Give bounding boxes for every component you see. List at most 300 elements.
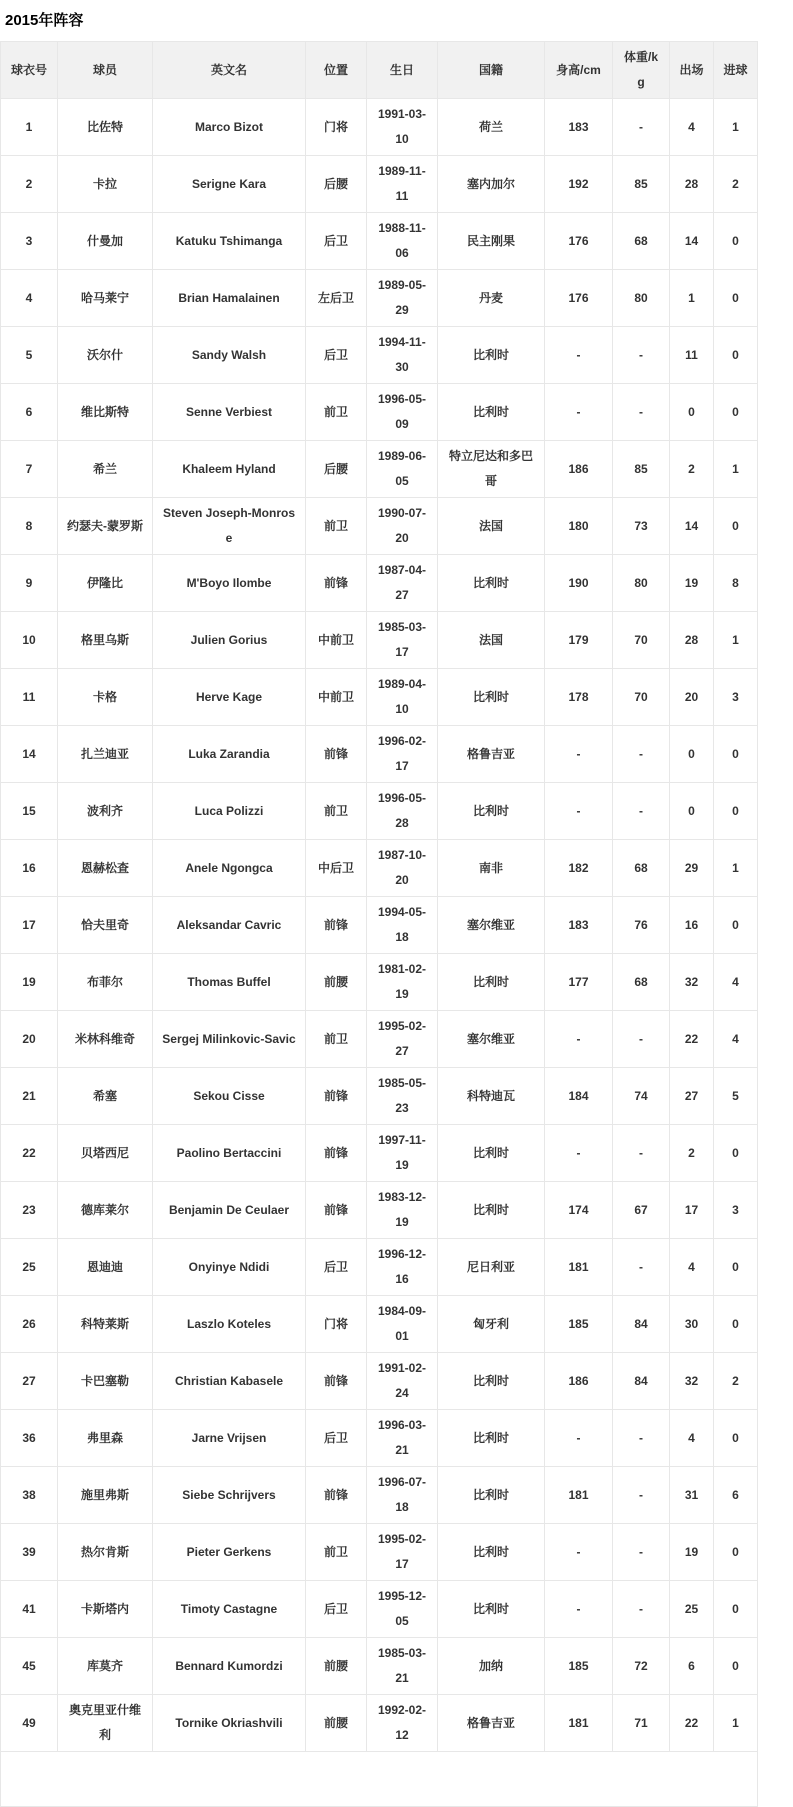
cell-nationality: 比利时 — [438, 1524, 545, 1581]
cell-birthday: 1987-04-27 — [367, 555, 438, 612]
cell-birthday: 1996-12-16 — [367, 1239, 438, 1296]
cell-appearances: 20 — [670, 669, 714, 726]
cell-height: 183 — [545, 99, 613, 156]
cell-jersey: 49 — [1, 1695, 58, 1752]
cell-nationality: 比利时 — [438, 1353, 545, 1410]
cell-player: 米林科维奇 — [58, 1011, 153, 1068]
header-height: 身高/cm — [545, 42, 613, 99]
cell-nationality: 特立尼达和多巴哥 — [438, 441, 545, 498]
cell-player: 希兰 — [58, 441, 153, 498]
table-row — [1, 1410, 758, 1467]
header-weight: 体重/kg — [613, 42, 670, 99]
cell-position: 后腰 — [306, 441, 367, 498]
header-nationality: 国籍 — [438, 42, 545, 99]
header-goals: 进球 — [714, 42, 758, 99]
cell-height: 178 — [545, 669, 613, 726]
cell-birthday: 1984-09-01 — [367, 1296, 438, 1353]
cell-position: 前卫 — [306, 384, 367, 441]
cell-birthday: 1990-07-20 — [367, 498, 438, 555]
cell-height: 185 — [545, 1638, 613, 1695]
cell-player: 恰夫里奇 — [58, 897, 153, 954]
cell-birthday: 1995-02-27 — [367, 1011, 438, 1068]
cell-player: 库莫齐 — [58, 1638, 153, 1695]
cell-position: 前卫 — [306, 1011, 367, 1068]
cell-jersey: 26 — [1, 1296, 58, 1353]
cell-nationality: 民主刚果 — [438, 213, 545, 270]
cell-height: 181 — [545, 1695, 613, 1752]
cell-goals: 0 — [714, 1296, 758, 1353]
cell-appearances: 2 — [670, 441, 714, 498]
header-name-en: 英文名 — [153, 42, 306, 99]
cell-jersey: 36 — [1, 1410, 58, 1467]
cell-weight: 68 — [613, 213, 670, 270]
cell-goals: 4 — [714, 954, 758, 1011]
cell-jersey: 20 — [1, 1011, 58, 1068]
cell-height: - — [545, 1125, 613, 1182]
cell-height: 182 — [545, 840, 613, 897]
cell-jersey: 19 — [1, 954, 58, 1011]
cell-jersey: 6 — [1, 384, 58, 441]
cell-birthday: 1983-12-19 — [367, 1182, 438, 1239]
cell-birthday: 1995-12-05 — [367, 1581, 438, 1638]
table-row — [1, 1695, 758, 1752]
cell-name-en: Jarne Vrijsen — [153, 1410, 306, 1467]
cell-appearances: 25 — [670, 1581, 714, 1638]
cell-appearances: 22 — [670, 1011, 714, 1068]
cell-goals: 2 — [714, 1353, 758, 1410]
cell-appearances: 4 — [670, 1239, 714, 1296]
cell-player: 比佐特 — [58, 99, 153, 156]
cell-name-en: Senne Verbiest — [153, 384, 306, 441]
cell-position: 前锋 — [306, 1068, 367, 1125]
cell-height: - — [545, 783, 613, 840]
table-row — [1, 954, 758, 1011]
header-position: 位置 — [306, 42, 367, 99]
cell-goals: 0 — [714, 213, 758, 270]
cell-weight: - — [613, 1011, 670, 1068]
table-row — [1, 555, 758, 612]
cell-birthday: 1996-05-28 — [367, 783, 438, 840]
cell-jersey: 7 — [1, 441, 58, 498]
cell-goals: 6 — [714, 1467, 758, 1524]
table-row — [1, 498, 758, 555]
cell-nationality: 比利时 — [438, 1467, 545, 1524]
cell-nationality: 格鲁吉亚 — [438, 726, 545, 783]
cell-player: 热尔肯斯 — [58, 1524, 153, 1581]
cell-player: 沃尔什 — [58, 327, 153, 384]
cell-goals: 8 — [714, 555, 758, 612]
cell-nationality: 塞内加尔 — [438, 156, 545, 213]
cell-goals: 0 — [714, 1410, 758, 1467]
cell-goals: 0 — [714, 897, 758, 954]
cell-appearances: 19 — [670, 555, 714, 612]
cell-birthday: 1985-05-23 — [367, 1068, 438, 1125]
cell-nationality: 法国 — [438, 498, 545, 555]
cell-player: 约瑟夫-蒙罗斯 — [58, 498, 153, 555]
cell-weight: 84 — [613, 1296, 670, 1353]
cell-player: 施里弗斯 — [58, 1467, 153, 1524]
header-appearances: 出场 — [670, 42, 714, 99]
table-row — [1, 1638, 758, 1695]
cell-appearances: 16 — [670, 897, 714, 954]
cell-appearances: 29 — [670, 840, 714, 897]
cell-appearances: 27 — [670, 1068, 714, 1125]
table-header — [1, 42, 758, 99]
cell-name-en: Tornike Okriashvili — [153, 1695, 306, 1752]
cell-birthday: 1989-06-05 — [367, 441, 438, 498]
cell-name-en: Laszlo Koteles — [153, 1296, 306, 1353]
cell-jersey: 2 — [1, 156, 58, 213]
cell-birthday: 1989-11-11 — [367, 156, 438, 213]
cell-appearances: 30 — [670, 1296, 714, 1353]
cell-height: 179 — [545, 612, 613, 669]
cell-goals: 1 — [714, 99, 758, 156]
table-row — [1, 1239, 758, 1296]
cell-player: 维比斯特 — [58, 384, 153, 441]
cell-birthday: 1992-02-12 — [367, 1695, 438, 1752]
cell-weight: 70 — [613, 669, 670, 726]
cell-name-en: Benjamin De Ceulaer — [153, 1182, 306, 1239]
cell-weight: - — [613, 99, 670, 156]
cell-nationality: 塞尔维亚 — [438, 897, 545, 954]
cell-nationality: 比利时 — [438, 327, 545, 384]
cell-position: 前锋 — [306, 1467, 367, 1524]
cell-weight: 67 — [613, 1182, 670, 1239]
cell-height: 176 — [545, 270, 613, 327]
cell-appearances: 17 — [670, 1182, 714, 1239]
cell-nationality: 丹麦 — [438, 270, 545, 327]
cell-goals: 0 — [714, 783, 758, 840]
footer-row — [1, 1752, 758, 1807]
cell-birthday: 1989-05-29 — [367, 270, 438, 327]
cell-birthday: 1997-11-19 — [367, 1125, 438, 1182]
cell-nationality: 科特迪瓦 — [438, 1068, 545, 1125]
cell-name-en: M'Boyo Ilombe — [153, 555, 306, 612]
cell-weight: 68 — [613, 954, 670, 1011]
cell-player: 哈马莱宁 — [58, 270, 153, 327]
cell-name-en: Aleksandar Cavric — [153, 897, 306, 954]
cell-name-en: Thomas Buffel — [153, 954, 306, 1011]
cell-goals: 4 — [714, 1011, 758, 1068]
header-player: 球员 — [58, 42, 153, 99]
cell-goals: 1 — [714, 1695, 758, 1752]
cell-position: 后卫 — [306, 327, 367, 384]
table-row — [1, 1182, 758, 1239]
cell-nationality: 比利时 — [438, 954, 545, 1011]
cell-nationality: 比利时 — [438, 669, 545, 726]
cell-jersey: 27 — [1, 1353, 58, 1410]
cell-weight: 68 — [613, 840, 670, 897]
cell-birthday: 1985-03-21 — [367, 1638, 438, 1695]
cell-appearances: 14 — [670, 498, 714, 555]
cell-goals: 0 — [714, 726, 758, 783]
cell-birthday: 1987-10-20 — [367, 840, 438, 897]
cell-birthday: 1991-02-24 — [367, 1353, 438, 1410]
cell-name-en: Serigne Kara — [153, 156, 306, 213]
cell-weight: - — [613, 384, 670, 441]
cell-height: 186 — [545, 1353, 613, 1410]
cell-weight: 73 — [613, 498, 670, 555]
table-footer — [1, 1752, 758, 1807]
cell-nationality: 比利时 — [438, 555, 545, 612]
cell-goals: 0 — [714, 327, 758, 384]
cell-weight: 70 — [613, 612, 670, 669]
cell-jersey: 14 — [1, 726, 58, 783]
cell-weight: 74 — [613, 1068, 670, 1125]
cell-jersey: 25 — [1, 1239, 58, 1296]
cell-height: - — [545, 384, 613, 441]
cell-goals: 0 — [714, 498, 758, 555]
cell-name-en: Herve Kage — [153, 669, 306, 726]
cell-name-en: Luka Zarandia — [153, 726, 306, 783]
table-row — [1, 669, 758, 726]
cell-name-en: Anele Ngongca — [153, 840, 306, 897]
cell-nationality: 比利时 — [438, 1125, 545, 1182]
cell-goals: 2 — [714, 156, 758, 213]
cell-player: 扎兰迪亚 — [58, 726, 153, 783]
cell-birthday: 1996-05-09 — [367, 384, 438, 441]
cell-appearances: 0 — [670, 384, 714, 441]
cell-position: 中后卫 — [306, 840, 367, 897]
cell-jersey: 8 — [1, 498, 58, 555]
cell-player: 恩赫松查 — [58, 840, 153, 897]
cell-name-en: Khaleem Hyland — [153, 441, 306, 498]
cell-jersey: 10 — [1, 612, 58, 669]
cell-appearances: 19 — [670, 1524, 714, 1581]
cell-position: 后卫 — [306, 1581, 367, 1638]
cell-jersey: 45 — [1, 1638, 58, 1695]
cell-player: 卡斯塔内 — [58, 1581, 153, 1638]
cell-player: 卡拉 — [58, 156, 153, 213]
cell-birthday: 1981-02-19 — [367, 954, 438, 1011]
cell-name-en: Paolino Bertaccini — [153, 1125, 306, 1182]
table-row — [1, 384, 758, 441]
cell-birthday: 1989-04-10 — [367, 669, 438, 726]
cell-birthday: 1995-02-17 — [367, 1524, 438, 1581]
cell-goals: 1 — [714, 441, 758, 498]
cell-height: 186 — [545, 441, 613, 498]
cell-player: 卡巴塞勒 — [58, 1353, 153, 1410]
cell-appearances: 1 — [670, 270, 714, 327]
cell-jersey: 23 — [1, 1182, 58, 1239]
cell-height: - — [545, 1581, 613, 1638]
table-row — [1, 99, 758, 156]
cell-position: 后卫 — [306, 1410, 367, 1467]
cell-appearances: 32 — [670, 954, 714, 1011]
cell-position: 前锋 — [306, 1353, 367, 1410]
cell-jersey: 17 — [1, 897, 58, 954]
table-row — [1, 156, 758, 213]
cell-name-en: Christian Kabasele — [153, 1353, 306, 1410]
cell-goals: 0 — [714, 1581, 758, 1638]
cell-height: 183 — [545, 897, 613, 954]
cell-height: 174 — [545, 1182, 613, 1239]
cell-nationality: 法国 — [438, 612, 545, 669]
cell-player: 波利齐 — [58, 783, 153, 840]
cell-weight: 71 — [613, 1695, 670, 1752]
cell-jersey: 1 — [1, 99, 58, 156]
cell-weight: - — [613, 1524, 670, 1581]
cell-position: 中前卫 — [306, 612, 367, 669]
cell-height: - — [545, 1524, 613, 1581]
cell-nationality: 塞尔维亚 — [438, 1011, 545, 1068]
cell-height: - — [545, 1011, 613, 1068]
table-row — [1, 1296, 758, 1353]
squad-table — [0, 41, 758, 1807]
cell-position: 前卫 — [306, 1524, 367, 1581]
table-row — [1, 612, 758, 669]
cell-name-en: Bennard Kumordzi — [153, 1638, 306, 1695]
page-title: 2015年阵容 — [5, 12, 84, 29]
cell-jersey: 5 — [1, 327, 58, 384]
cell-player: 伊隆比 — [58, 555, 153, 612]
cell-nationality: 荷兰 — [438, 99, 545, 156]
cell-height: 184 — [545, 1068, 613, 1125]
header-jersey: 球衣号 — [1, 42, 58, 99]
cell-player: 卡格 — [58, 669, 153, 726]
cell-position: 前卫 — [306, 498, 367, 555]
cell-goals: 0 — [714, 384, 758, 441]
cell-birthday: 1994-11-30 — [367, 327, 438, 384]
cell-position: 后卫 — [306, 1239, 367, 1296]
table-row — [1, 726, 758, 783]
cell-nationality: 南非 — [438, 840, 545, 897]
cell-weight: 85 — [613, 441, 670, 498]
cell-nationality: 比利时 — [438, 1410, 545, 1467]
cell-jersey: 41 — [1, 1581, 58, 1638]
squad-table-body — [1, 99, 758, 1752]
cell-jersey: 22 — [1, 1125, 58, 1182]
table-row — [1, 270, 758, 327]
cell-name-en: Sergej Milinkovic-Savic — [153, 1011, 306, 1068]
cell-birthday: 1996-07-18 — [367, 1467, 438, 1524]
cell-name-en: Pieter Gerkens — [153, 1524, 306, 1581]
cell-position: 后腰 — [306, 156, 367, 213]
cell-height: 177 — [545, 954, 613, 1011]
cell-goals: 5 — [714, 1068, 758, 1125]
cell-player: 格里乌斯 — [58, 612, 153, 669]
cell-jersey: 21 — [1, 1068, 58, 1125]
table-row — [1, 1011, 758, 1068]
cell-jersey: 16 — [1, 840, 58, 897]
cell-jersey: 9 — [1, 555, 58, 612]
cell-weight: - — [613, 1467, 670, 1524]
cell-birthday: 1991-03-10 — [367, 99, 438, 156]
cell-name-en: Katuku Tshimanga — [153, 213, 306, 270]
cell-position: 门将 — [306, 99, 367, 156]
cell-goals: 1 — [714, 612, 758, 669]
cell-name-en: Sandy Walsh — [153, 327, 306, 384]
cell-height: 192 — [545, 156, 613, 213]
table-row — [1, 1581, 758, 1638]
cell-weight: - — [613, 1410, 670, 1467]
table-row — [1, 1467, 758, 1524]
cell-position: 前腰 — [306, 954, 367, 1011]
cell-weight: - — [613, 1239, 670, 1296]
cell-player: 德库莱尔 — [58, 1182, 153, 1239]
cell-jersey: 3 — [1, 213, 58, 270]
cell-nationality: 加纳 — [438, 1638, 545, 1695]
cell-position: 前锋 — [306, 726, 367, 783]
cell-height: 180 — [545, 498, 613, 555]
cell-birthday: 1996-03-21 — [367, 1410, 438, 1467]
cell-goals: 0 — [714, 270, 758, 327]
cell-jersey: 11 — [1, 669, 58, 726]
cell-position: 左后卫 — [306, 270, 367, 327]
cell-position: 门将 — [306, 1296, 367, 1353]
cell-nationality: 匈牙利 — [438, 1296, 545, 1353]
cell-height: - — [545, 327, 613, 384]
cell-jersey: 38 — [1, 1467, 58, 1524]
table-row — [1, 1125, 758, 1182]
table-row — [1, 783, 758, 840]
cell-player: 弗里森 — [58, 1410, 153, 1467]
table-row — [1, 327, 758, 384]
cell-position: 前锋 — [306, 555, 367, 612]
cell-appearances: 32 — [670, 1353, 714, 1410]
cell-birthday: 1985-03-17 — [367, 612, 438, 669]
cell-goals: 0 — [714, 1524, 758, 1581]
cell-position: 前腰 — [306, 1638, 367, 1695]
cell-goals: 0 — [714, 1239, 758, 1296]
cell-weight: - — [613, 1581, 670, 1638]
cell-appearances: 4 — [670, 1410, 714, 1467]
cell-name-en: Onyinye Ndidi — [153, 1239, 306, 1296]
cell-weight: 84 — [613, 1353, 670, 1410]
cell-goals: 0 — [714, 1638, 758, 1695]
cell-height: 190 — [545, 555, 613, 612]
cell-height: 181 — [545, 1239, 613, 1296]
cell-name-en: Timoty Castagne — [153, 1581, 306, 1638]
cell-position: 前锋 — [306, 1182, 367, 1239]
cell-nationality: 格鲁吉亚 — [438, 1695, 545, 1752]
cell-appearances: 11 — [670, 327, 714, 384]
cell-appearances: 4 — [670, 99, 714, 156]
cell-name-en: Luca Polizzi — [153, 783, 306, 840]
cell-position: 前锋 — [306, 897, 367, 954]
cell-weight: 72 — [613, 1638, 670, 1695]
cell-appearances: 28 — [670, 156, 714, 213]
cell-position: 前腰 — [306, 1695, 367, 1752]
cell-weight: 85 — [613, 156, 670, 213]
cell-player: 什曼加 — [58, 213, 153, 270]
table-row — [1, 1524, 758, 1581]
cell-height: - — [545, 726, 613, 783]
cell-goals: 3 — [714, 1182, 758, 1239]
header-row — [1, 42, 758, 99]
cell-player: 科特莱斯 — [58, 1296, 153, 1353]
footer-empty-cell — [1, 1752, 758, 1807]
cell-name-en: Marco Bizot — [153, 99, 306, 156]
cell-jersey: 15 — [1, 783, 58, 840]
cell-appearances: 28 — [670, 612, 714, 669]
cell-goals: 0 — [714, 1125, 758, 1182]
cell-player: 恩迪迪 — [58, 1239, 153, 1296]
cell-name-en: Steven Joseph-Monrose — [153, 498, 306, 555]
cell-birthday: 1996-02-17 — [367, 726, 438, 783]
cell-appearances: 0 — [670, 726, 714, 783]
header-birthday: 生日 — [367, 42, 438, 99]
cell-position: 前卫 — [306, 783, 367, 840]
cell-position: 中前卫 — [306, 669, 367, 726]
cell-nationality: 比利时 — [438, 1182, 545, 1239]
cell-height: 185 — [545, 1296, 613, 1353]
cell-height: 181 — [545, 1467, 613, 1524]
cell-name-en: Brian Hamalainen — [153, 270, 306, 327]
table-row — [1, 441, 758, 498]
table-row — [1, 897, 758, 954]
cell-appearances: 6 — [670, 1638, 714, 1695]
